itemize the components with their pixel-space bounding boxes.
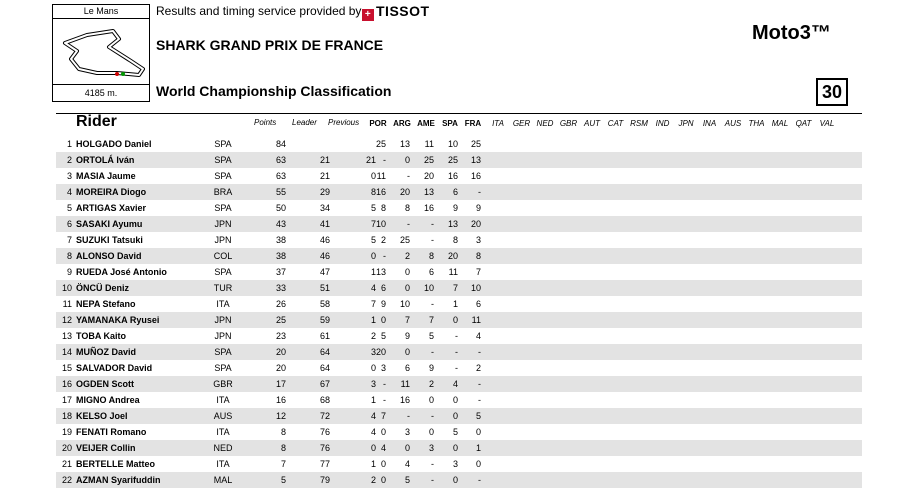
race-result-por: 5 [380, 331, 386, 341]
race-result-fra: 5 [475, 411, 481, 421]
rider-position: 2 [66, 155, 72, 165]
race-result-ame: 25 [423, 155, 434, 165]
race-result-por: 16 [375, 187, 386, 197]
rider-points: 33 [275, 283, 286, 293]
race-result-arg: 6 [404, 363, 410, 373]
rider-position: 21 [61, 459, 72, 469]
rider-nation: COL [213, 251, 233, 261]
race-result-por: 3 [380, 363, 386, 373]
race-result-por: 0 [380, 427, 386, 437]
rider-nation: ITA [216, 427, 230, 437]
sponsor-logo [362, 3, 430, 21]
rider-points: 20 [275, 363, 286, 373]
race-header-tha: THA [748, 119, 765, 128]
rider-position: 12 [61, 315, 72, 325]
rider-position: 8 [66, 251, 72, 261]
rider-name: ARTIGAS Xavier [76, 203, 147, 213]
race-result-spa: - [455, 331, 458, 341]
race-result-arg: 9 [404, 331, 410, 341]
rider-name: MUÑOZ David [76, 347, 137, 357]
rider-name: ALONSO David [76, 251, 142, 261]
table-row [56, 440, 862, 456]
race-result-spa: 9 [452, 203, 458, 213]
race-result-fra: 8 [475, 251, 481, 261]
race-result-por: 13 [375, 267, 386, 277]
rider-gap-previous: 0 [370, 251, 376, 261]
race-result-ame: - [431, 299, 434, 309]
race-header-gbr: GBR [559, 119, 578, 128]
race-result-spa: 0 [452, 315, 458, 325]
rider-gap-previous: 2 [370, 475, 376, 485]
race-result-por: 6 [380, 283, 386, 293]
rider-name: ORTOLÁ Iván [76, 155, 135, 165]
rider-gap-leader: 72 [319, 411, 330, 421]
rider-points: 50 [275, 203, 286, 213]
race-result-fra: - [478, 379, 481, 389]
rider-gap-leader: 47 [319, 267, 330, 277]
race-result-fra: 3 [475, 235, 481, 245]
race-header-ame: AME [417, 119, 435, 128]
rider-nation: SPA [214, 155, 232, 165]
race-result-ame: 3 [428, 443, 434, 453]
rider-name: MIGNO Andrea [76, 395, 140, 405]
rider-gap-leader: 64 [319, 347, 330, 357]
rider-gap-previous: 2 [370, 331, 376, 341]
table-row [56, 312, 862, 328]
previous-column-header: Previous [328, 118, 360, 127]
rider-points: 7 [280, 459, 286, 469]
rider-points: 23 [275, 331, 286, 341]
table-row [56, 296, 862, 312]
race-header-ned: NED [536, 119, 554, 128]
classification-title: World Championship Classification [156, 83, 392, 99]
race-result-ame: - [431, 459, 434, 469]
rider-position: 13 [61, 331, 72, 341]
rider-gap-leader: 77 [319, 459, 330, 469]
rider-gap-previous: 0 [370, 171, 376, 181]
table-row [56, 472, 862, 488]
rider-gap-previous: 1 [370, 395, 376, 405]
circuit-name: Le Mans [53, 5, 149, 19]
rider-nation: GBR [213, 379, 233, 389]
race-result-fra: 25 [470, 139, 481, 149]
race-result-por: - [383, 395, 386, 405]
race-result-spa: 10 [447, 139, 458, 149]
rider-gap-previous: 4 [370, 427, 376, 437]
rider-points: 25 [275, 315, 286, 325]
rider-nation: SPA [214, 139, 232, 149]
table-row [56, 376, 862, 392]
race-result-por: 7 [380, 411, 386, 421]
rider-nation: SPA [214, 171, 232, 181]
race-result-arg: 2 [404, 251, 410, 261]
rider-gap-leader: 76 [319, 427, 330, 437]
race-result-spa: 8 [452, 235, 458, 245]
race-result-arg: - [407, 411, 410, 421]
race-header-fra: FRA [464, 119, 482, 128]
rider-nation: ITA [216, 459, 230, 469]
race-header-rsm: RSM [630, 119, 648, 128]
race-result-spa: - [455, 363, 458, 373]
race-result-spa: 6 [452, 187, 458, 197]
race-result-por: 8 [380, 203, 386, 213]
rider-points: 12 [275, 411, 286, 421]
rider-points: 55 [275, 187, 286, 197]
rider-points: 20 [275, 347, 286, 357]
rider-position: 20 [61, 443, 72, 453]
rider-points: 63 [275, 171, 286, 181]
table-row [56, 392, 862, 408]
race-result-spa: 20 [447, 251, 458, 261]
rider-gap-leader: 51 [319, 283, 330, 293]
table-row [56, 360, 862, 376]
rider-name: SUZUKI Tatsuki [76, 235, 143, 245]
leader-column-header: Leader [292, 118, 317, 127]
rider-gap-previous: 1 [370, 459, 376, 469]
rider-gap-previous: 4 [370, 283, 376, 293]
race-result-arg: 7 [404, 315, 410, 325]
race-result-por: 2 [380, 235, 386, 245]
rider-gap-leader: 58 [319, 299, 330, 309]
rider-position: 4 [66, 187, 72, 197]
race-result-fra: - [478, 395, 481, 405]
race-result-fra: 10 [470, 283, 481, 293]
rider-points: 37 [275, 267, 286, 277]
race-result-ame: 5 [428, 331, 434, 341]
rider-gap-leader: 76 [319, 443, 330, 453]
rider-gap-leader: 46 [319, 251, 330, 261]
rider-name: MOREIRA Diogo [76, 187, 147, 197]
rider-nation: SPA [214, 203, 232, 213]
rider-gap-previous: 0 [370, 443, 376, 453]
race-result-arg: 0 [404, 267, 410, 277]
rider-nation: JPN [214, 331, 232, 341]
rider-position: 7 [66, 235, 72, 245]
race-result-arg: 0 [404, 155, 410, 165]
rider-points: 8 [280, 427, 286, 437]
rider-gap-previous: 3 [370, 347, 376, 357]
race-result-fra: 4 [475, 331, 481, 341]
race-result-spa: 0 [452, 411, 458, 421]
rider-gap-previous: 5 [370, 235, 376, 245]
rider-position: 16 [61, 379, 72, 389]
race-header-qat: QAT [795, 119, 812, 128]
race-result-ame: 20 [423, 171, 434, 181]
category-title: Moto3™ [752, 22, 831, 44]
rider-nation: BRA [213, 187, 233, 197]
table-row [56, 168, 862, 184]
table-row [56, 264, 862, 280]
rider-position: 5 [66, 203, 72, 213]
race-result-por: 0 [380, 459, 386, 469]
race-result-arg: 20 [399, 187, 410, 197]
rider-name: AZMAN Syarifuddin [76, 475, 161, 485]
rider-position: 10 [61, 283, 72, 293]
rider-nation: JPN [214, 235, 232, 245]
race-result-ame: 0 [428, 395, 434, 405]
race-header-jpn: JPN [678, 119, 694, 128]
race-result-spa: 5 [452, 427, 458, 437]
rider-nation: JPN [214, 219, 232, 229]
race-result-fra: - [478, 347, 481, 357]
rider-gap-leader: 41 [319, 219, 330, 229]
table-row [56, 344, 862, 360]
table-row [56, 456, 862, 472]
rider-points: 5 [280, 475, 286, 485]
race-result-arg: 0 [404, 283, 410, 293]
rider-nation: ITA [216, 395, 230, 405]
race-result-spa: 16 [447, 171, 458, 181]
race-result-ame: 6 [428, 267, 434, 277]
race-header-aut: AUT [584, 119, 600, 128]
rider-gap-leader: 67 [319, 379, 330, 389]
race-result-fra: 7 [475, 267, 481, 277]
table-row [56, 136, 862, 152]
race-result-arg: 13 [399, 139, 410, 149]
race-result-spa: 1 [452, 299, 458, 309]
race-result-fra: - [478, 187, 481, 197]
table-row [56, 280, 862, 296]
rider-name: SASAKI Ayumu [76, 219, 143, 229]
rider-points: 43 [275, 219, 286, 229]
table-row [56, 424, 862, 440]
race-result-arg: - [407, 171, 410, 181]
race-result-fra: 2 [475, 363, 481, 373]
rider-points: 38 [275, 251, 286, 261]
race-result-ame: - [431, 219, 434, 229]
rider-nation: MAL [213, 475, 233, 485]
rider-position: 14 [61, 347, 72, 357]
rider-name: FENATI Romano [76, 427, 147, 437]
race-result-por: 0 [380, 475, 386, 485]
race-result-arg: 10 [399, 299, 410, 309]
race-result-por: 10 [375, 219, 386, 229]
race-result-arg: 0 [404, 443, 410, 453]
race-result-por: 11 [376, 171, 386, 181]
rider-gap-previous: 3 [370, 379, 376, 389]
rider-gap-previous: 5 [370, 203, 376, 213]
circuit-map-icon [57, 21, 145, 83]
race-result-fra: - [478, 475, 481, 485]
rider-points: 38 [275, 235, 286, 245]
rider-gap-previous: 7 [370, 219, 376, 229]
race-header-ina: INA [702, 119, 717, 128]
rider-gap-leader: 46 [319, 235, 330, 245]
race-result-arg: 0 [404, 347, 410, 357]
rider-nation: SPA [214, 347, 232, 357]
rider-gap-leader: 61 [319, 331, 330, 341]
race-result-arg: 25 [399, 235, 410, 245]
race-result-spa: 7 [452, 283, 458, 293]
rider-points: 84 [275, 139, 286, 149]
race-result-por: 0 [380, 315, 386, 325]
race-result-spa: 0 [452, 475, 458, 485]
rider-nation: AUS [213, 411, 233, 421]
header-divider [56, 113, 862, 114]
table-row [56, 328, 862, 344]
rider-position: 19 [61, 427, 72, 437]
rider-position: 6 [66, 219, 72, 229]
race-result-arg: 16 [399, 395, 410, 405]
race-result-arg: 4 [404, 459, 410, 469]
rider-position: 17 [61, 395, 72, 405]
race-result-fra: 11 [471, 315, 481, 325]
race-result-ame: - [431, 411, 434, 421]
race-result-spa: 13 [447, 219, 458, 229]
race-result-ame: - [431, 235, 434, 245]
rider-name: OGDEN Scott [76, 379, 135, 389]
race-result-por: 9 [380, 299, 386, 309]
rider-position: 15 [61, 363, 72, 373]
race-result-ame: - [431, 347, 434, 357]
rider-points: 16 [275, 395, 286, 405]
rider-position: 1 [66, 139, 72, 149]
race-header-val: VAL [819, 119, 835, 128]
rider-gap-previous: 0 [370, 363, 376, 373]
circuit-length: 4185 m. [52, 84, 150, 102]
race-result-por: - [383, 155, 386, 165]
race-result-fra: 1 [475, 443, 481, 453]
race-header-ind: IND [655, 119, 670, 128]
rider-points: 8 [280, 443, 286, 453]
race-result-ame: 11 [424, 139, 434, 149]
race-result-spa: 0 [452, 395, 458, 405]
race-result-por: 20 [375, 347, 386, 357]
rider-name: VEIJER Collin [76, 443, 136, 453]
timing-credit: Results and timing service provided by [156, 4, 362, 18]
rider-gap-previous: 1 [370, 315, 376, 325]
rider-gap-previous: 21 [365, 155, 376, 165]
rider-name: NEPA Stefano [76, 299, 136, 309]
rider-name: RUEDA José Antonio [76, 267, 167, 277]
race-result-arg: 5 [404, 475, 410, 485]
rider-gap-leader: 68 [319, 395, 330, 405]
race-result-por: 25 [375, 139, 386, 149]
rider-points: 17 [275, 379, 286, 389]
table-row [56, 200, 862, 216]
rider-gap-leader: 79 [319, 475, 330, 485]
race-header-mal: MAL [771, 119, 789, 128]
rider-name: BERTELLE Matteo [76, 459, 156, 469]
table-row [56, 152, 862, 168]
rider-gap-leader: 34 [319, 203, 330, 213]
rider-name: SALVADOR David [76, 363, 153, 373]
rider-nation: SPA [214, 267, 232, 277]
race-result-fra: 9 [475, 203, 481, 213]
rider-name: YAMANAKA Ryusei [76, 315, 160, 325]
race-header-aus: AUS [724, 119, 742, 128]
race-result-spa: - [455, 347, 458, 357]
rider-position: 11 [62, 299, 72, 309]
race-result-ame: 10 [423, 283, 434, 293]
race-result-fra: 20 [470, 219, 481, 229]
table-row [56, 408, 862, 424]
race-result-arg: 11 [400, 379, 410, 389]
event-title: SHARK GRAND PRIX DE FRANCE [156, 37, 384, 53]
table-row [56, 232, 862, 248]
rider-position: 22 [61, 475, 72, 485]
race-header-ger: GER [512, 119, 531, 128]
rider-position: 9 [66, 267, 72, 277]
race-header-por: POR [369, 119, 387, 128]
race-header-spa: SPA [442, 119, 458, 128]
rider-gap-leader: 59 [319, 315, 330, 325]
race-result-arg: 8 [404, 203, 410, 213]
race-result-ame: 13 [423, 187, 434, 197]
race-result-ame: 0 [428, 427, 434, 437]
rider-position: 3 [66, 171, 72, 181]
race-result-por: 4 [380, 443, 386, 453]
race-result-por: - [383, 251, 386, 261]
rider-gap-leader: 21 [319, 155, 330, 165]
table-row [56, 248, 862, 264]
table-row [56, 184, 862, 200]
rider-nation: ITA [216, 299, 230, 309]
rider-gap-previous: 1 [370, 267, 376, 277]
race-result-spa: 3 [452, 459, 458, 469]
table-row [56, 216, 862, 232]
race-result-fra: 0 [475, 459, 481, 469]
race-result-fra: 0 [475, 427, 481, 437]
race-header-cat: CAT [607, 119, 624, 128]
rider-nation: TUR [213, 283, 233, 293]
race-result-ame: 2 [428, 379, 434, 389]
rider-gap-leader: 29 [319, 187, 330, 197]
race-result-spa: 25 [447, 155, 458, 165]
race-header-arg: ARG [393, 119, 411, 128]
race-result-por: - [383, 379, 386, 389]
rider-name: MASIA Jaume [76, 171, 136, 181]
race-result-ame: 9 [428, 363, 434, 373]
rider-name: HOLGADO Daniel [76, 139, 152, 149]
round-badge: 30 [816, 78, 848, 106]
race-result-spa: 0 [452, 443, 458, 453]
race-result-fra: 16 [470, 171, 481, 181]
rider-gap-previous: 7 [370, 299, 376, 309]
rider-position: 18 [61, 411, 72, 421]
rider-gap-leader: 21 [319, 171, 330, 181]
tissot-cross-icon: + [362, 9, 374, 21]
rider-gap-previous: 8 [370, 187, 376, 197]
race-result-ame: 8 [428, 251, 434, 261]
rider-nation: JPN [214, 315, 232, 325]
rider-name: TOBA Kaito [76, 331, 127, 341]
rider-gap-previous: 4 [370, 411, 376, 421]
race-result-fra: 6 [475, 299, 481, 309]
points-column-header: Points [254, 118, 277, 127]
race-result-arg: - [407, 219, 410, 229]
sponsor-name: TISSOT [376, 3, 430, 19]
race-result-spa: 11 [448, 267, 458, 277]
race-result-ame: - [431, 475, 434, 485]
race-result-spa: 4 [452, 379, 458, 389]
rider-column-header: Rider [76, 113, 117, 130]
race-result-fra: 13 [470, 155, 481, 165]
rider-nation: SPA [214, 363, 232, 373]
race-result-ame: 16 [423, 203, 434, 213]
rider-name: ÖNCÜ Deniz [76, 283, 130, 293]
rider-nation: NED [213, 443, 233, 453]
rider-name: KELSO Joel [76, 411, 128, 421]
rider-gap-leader: 64 [319, 363, 330, 373]
rider-points: 26 [275, 299, 286, 309]
race-header-ita: ITA [492, 119, 504, 128]
rider-points: 63 [275, 155, 286, 165]
race-result-arg: 3 [404, 427, 410, 437]
race-result-ame: 7 [428, 315, 434, 325]
